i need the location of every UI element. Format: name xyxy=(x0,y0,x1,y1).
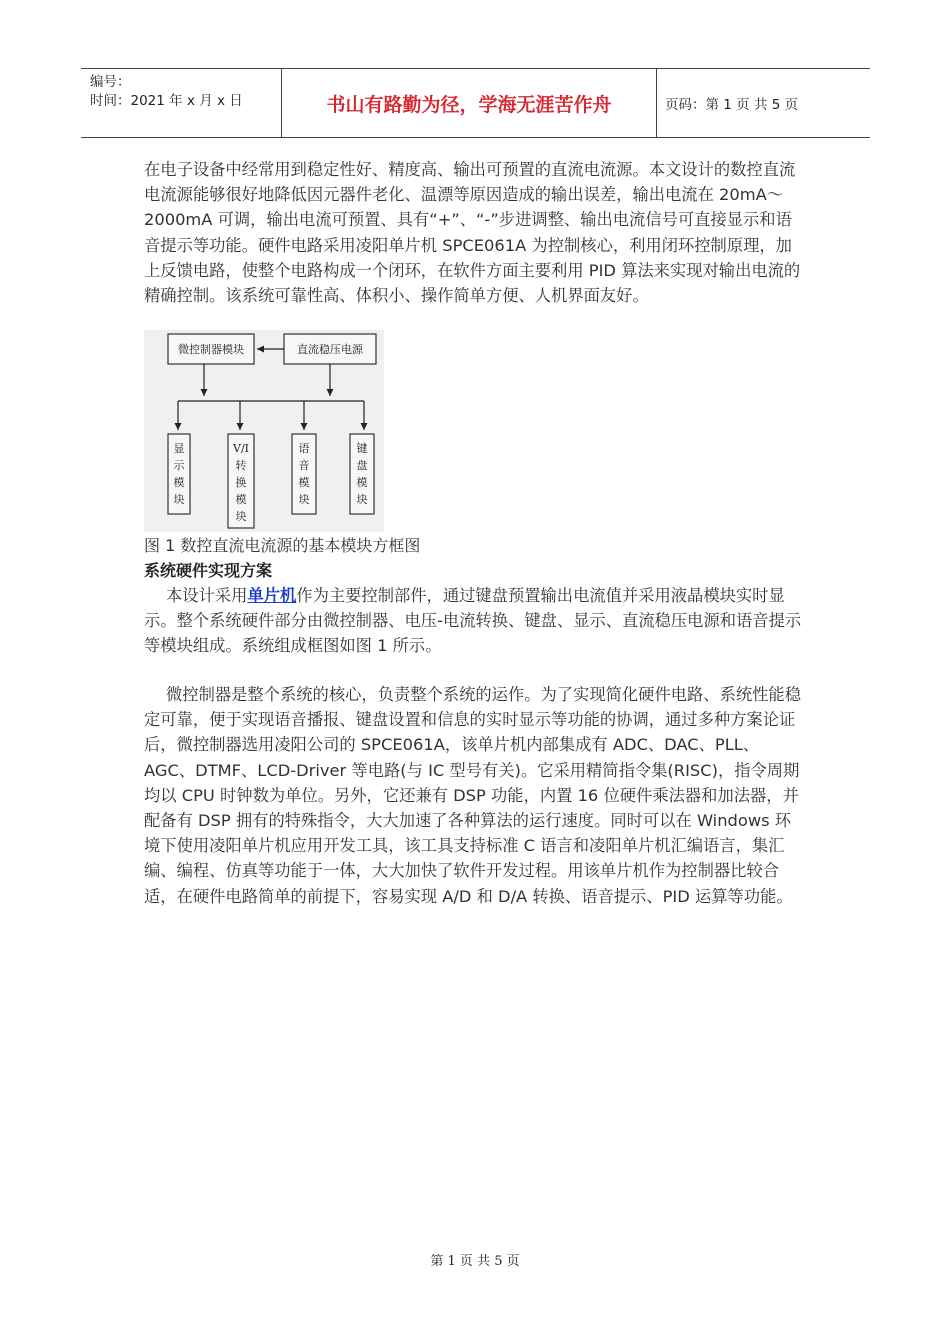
keyboard-label: 键盘模块 xyxy=(356,442,368,506)
hardware-text-before: 本设计采用 xyxy=(166,586,248,605)
page-footer: 第 1 页 共 5 页 xyxy=(430,1254,520,1269)
mcu-block xyxy=(168,334,254,364)
voice-block xyxy=(292,434,316,514)
intro-paragraph: 在电子设备中经常用到稳定性好、精度高、输出可预置的直流电流源。本文设计的数控直流电流源能够很好地降低因元器件老化、温漂等原因造成的输出误差，输出电流在 20mA～2000mA 可调，输出电流可预置、具有“+”、“-”步进调整、输出电流信号可直接显示和语音提示等功能。硬件电路采用凌阳单片机 SPCE061A 为控制核心，利用闭环控制原理，加上反馈电路，使整个电路构成一个闭环，在软件方面主要利用 PID 算法来实现对输出电流的精确控制。该系统可靠性高、体积小、操作简单方便、人机界面友好。 xyxy=(144,160,801,306)
page-header xyxy=(81,68,870,138)
figure-caption: 图 1 数控直流电流源的基本模块方框图 xyxy=(144,536,421,555)
number-label: 编号： xyxy=(90,74,131,90)
power-label: 直流稳压电源 xyxy=(297,343,363,356)
mcu-paragraph: 微控制器是整个系统的核心，负责整个系统的运作。为了实现简化硬件电路、系统性能稳定可靠，便于实现语音播报、键盘设置和信息的实时显示等功能的协调，通过多种方案论证后，微控制器选用凌阳公司的 SPCE061A，该单片机内部集成有 ADC、DAC、PLL、AGC、DTMF、LCD-Driver 等电路(与 IC 型号有关)。它采用精简指令集(RISC)，指令周期均以 CPU 时钟数为单位。另外，它还兼有 DSP 功能，内置 16 位硬件乘法器和加法器，并配备有 DSP 拥有的特殊指令，大大加速了各种算法的运行速度。同时可以在 Windows 环境下使用凌阳单片机应用开发工具，该工具支持标准 C 语言和凌阳单片机汇编语言，集汇编、编程、仿真等功能于一体，大大加快了软件开发过程。用该单片机作为控制器比较合适，在硬件电路简单的前提下，容易实现 A/D 和 D/A 转换、语音提示、PID 运算等功能。 xyxy=(144,685,801,906)
mcu-link[interactable]: 单片机 xyxy=(247,586,297,605)
hardware-text-after: 作为主要控制部件，通过键盘预置输出电流值并采用液晶模块实时显示。整个系统硬件部分由微控制器、电压-电流转换、键盘、显示、直流稳压电源和语音提示等模块组成。系统组成框图如图 1 所示。 xyxy=(144,586,802,656)
block-diagram xyxy=(144,330,384,532)
voice-label: 语音模块 xyxy=(298,442,310,506)
keyboard-block xyxy=(350,434,374,514)
hardware-paragraph xyxy=(144,583,806,659)
display-label: 显示模块 xyxy=(173,442,185,506)
vi-label: V/I 转换模块 xyxy=(233,442,249,523)
display-block xyxy=(168,434,190,514)
time-label: 时间：2021 年 x 月 x 日 xyxy=(90,93,243,109)
section-title: 系统硬件实现方案 xyxy=(144,561,273,580)
mcu-label: 微控制器模块 xyxy=(178,343,244,356)
header-page-info: 页码：第 1 页 共 5 页 xyxy=(665,97,799,113)
header-info xyxy=(81,69,281,137)
header-motto: 书山有路勤为径，学海无涯苦作舟 xyxy=(281,69,657,137)
power-block xyxy=(284,334,376,364)
vi-block xyxy=(228,434,254,528)
